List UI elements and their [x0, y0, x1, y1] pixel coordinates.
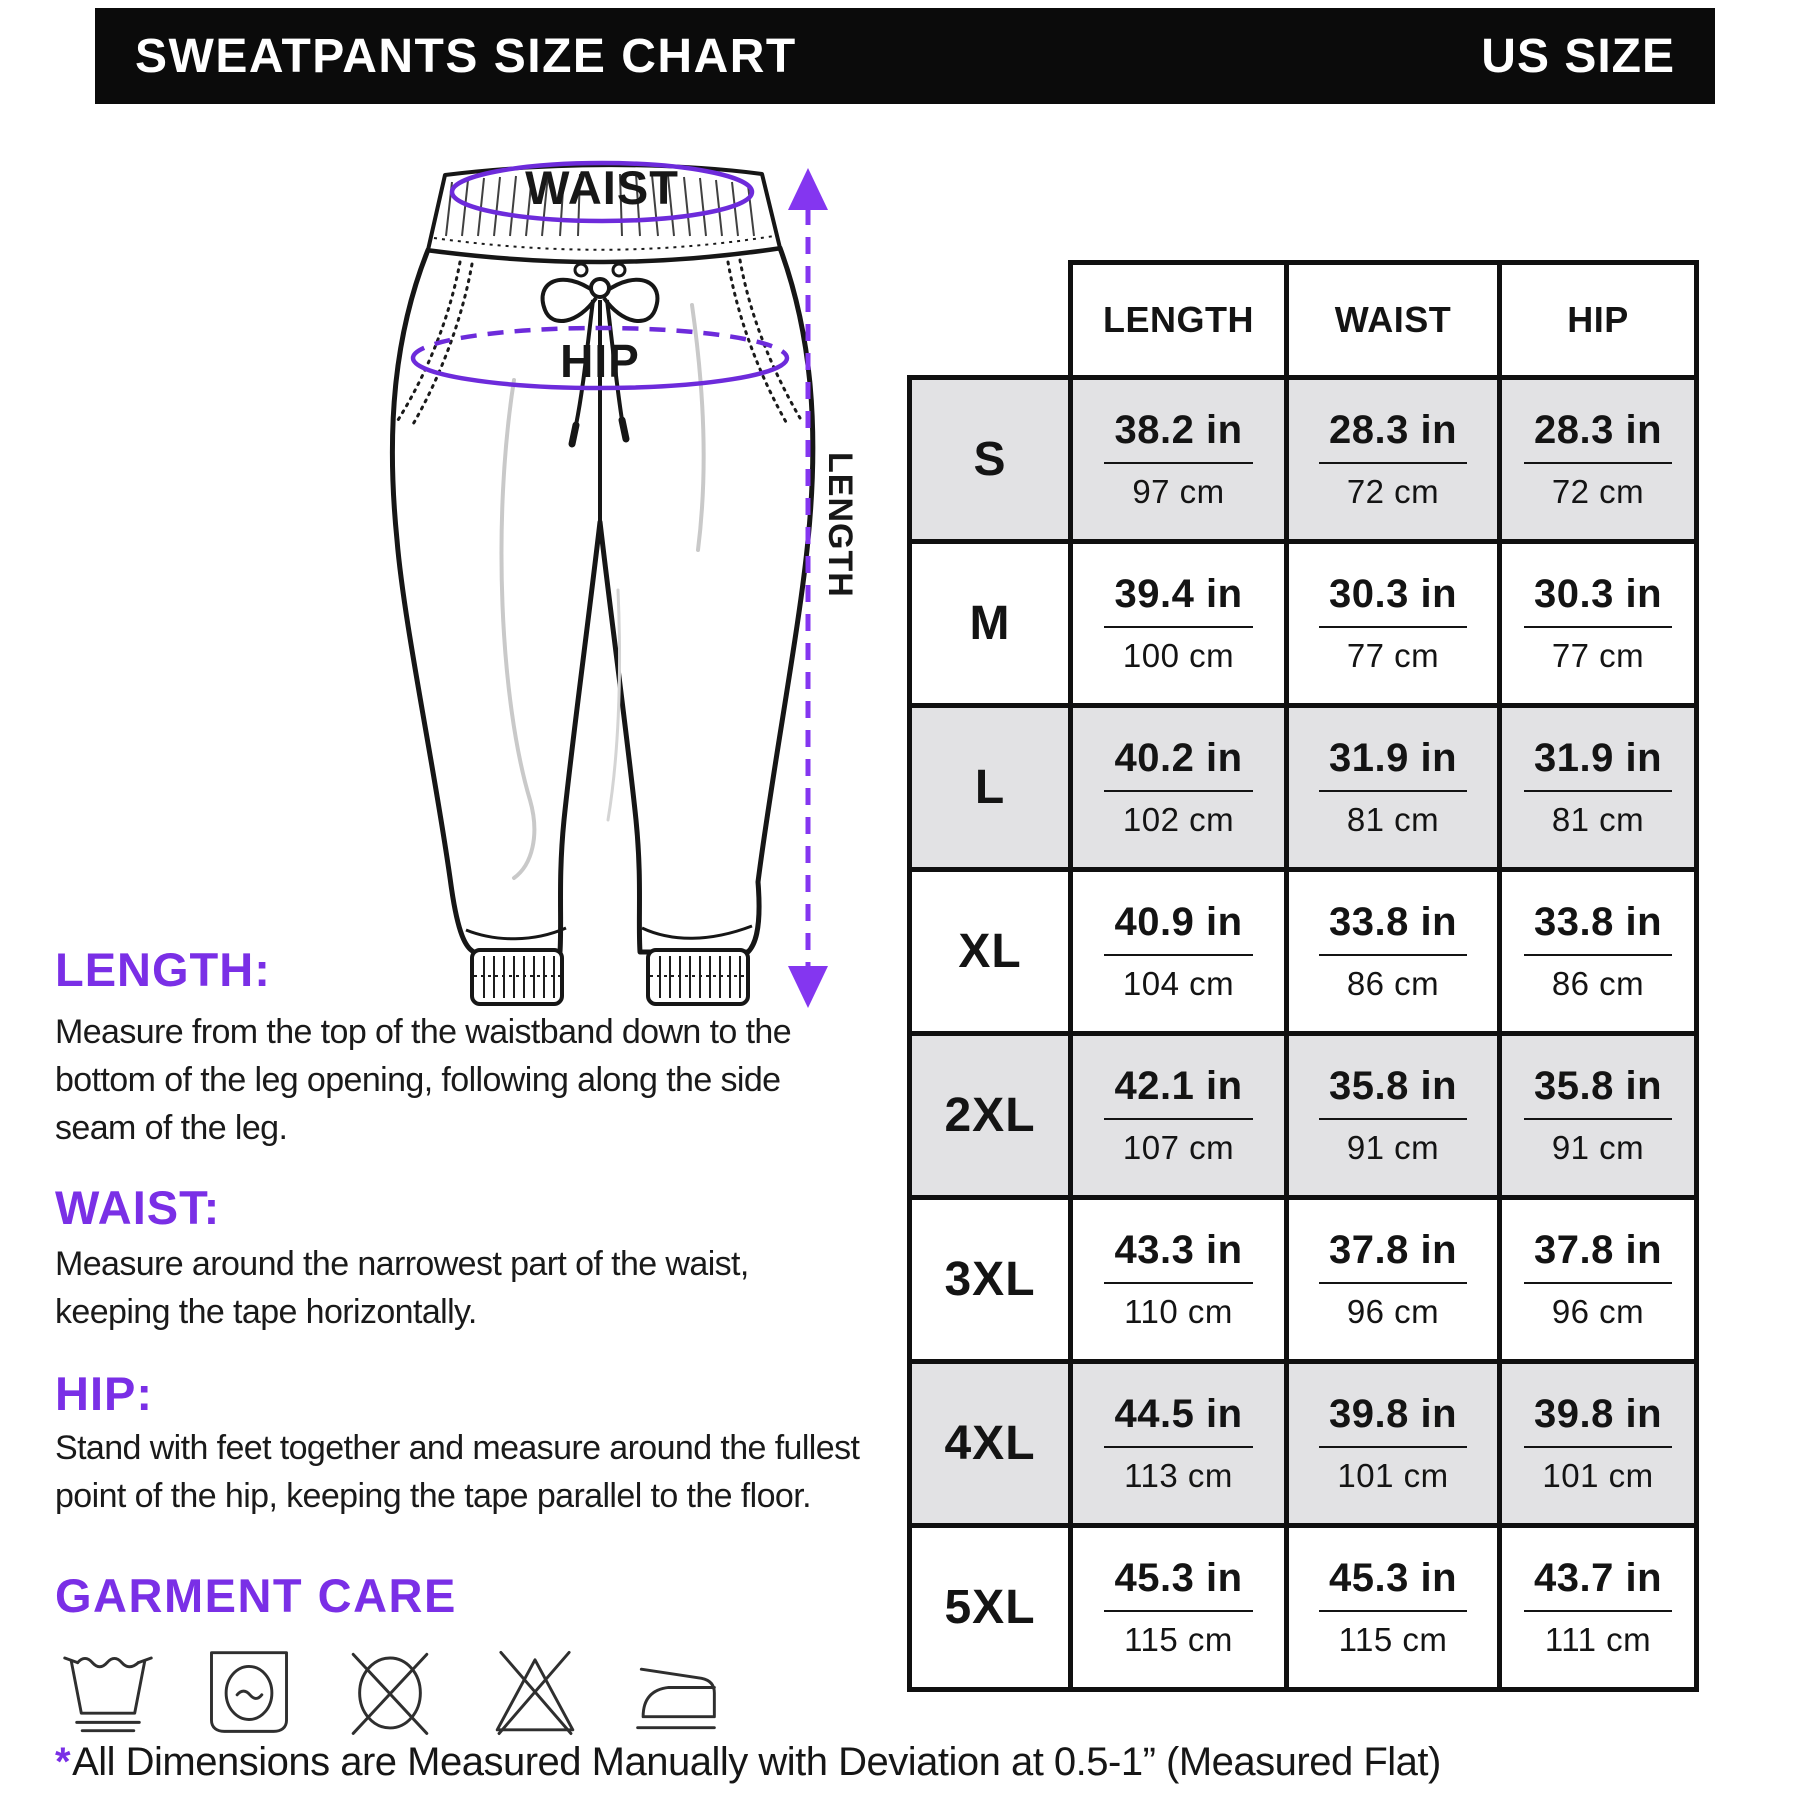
measurement-cell: 43.7 in 111 cm — [1500, 1526, 1697, 1690]
table-corner-spacer — [910, 263, 1071, 378]
header-bar — [95, 8, 1715, 104]
measurement-cell: 31.9 in 81 cm — [1500, 706, 1697, 870]
column-header-waist: WAIST — [1287, 263, 1500, 378]
right-cuff — [648, 950, 748, 1004]
size-table-body — [910, 378, 1697, 1690]
size-label-cell: S — [910, 378, 1071, 542]
machine-wash-gentle-icon — [62, 1645, 154, 1740]
measurement-cell: 44.5 in 113 cm — [1071, 1362, 1287, 1526]
table-row — [910, 1526, 1697, 1690]
garment-care-heading: GARMENT CARE — [55, 1569, 457, 1622]
measurement-cell: 33.8 in 86 cm — [1287, 870, 1500, 1034]
measurement-cell: 39.8 in 101 cm — [1500, 1362, 1697, 1526]
hip-section-body: Stand with feet together and measure around the fullest point of the hip, keeping the tape parallel to the floor. — [55, 1429, 860, 1515]
measurement-cell: 40.2 in 102 cm — [1071, 706, 1287, 870]
do-not-dry-clean-icon — [344, 1645, 436, 1740]
measurement-cell: 35.8 in 91 cm — [1500, 1034, 1697, 1198]
measurement-cell: 37.8 in 96 cm — [1287, 1198, 1500, 1362]
column-header-hip: HIP — [1500, 263, 1697, 378]
size-label-cell: 5XL — [910, 1526, 1071, 1690]
measurement-cell: 30.3 in 77 cm — [1500, 542, 1697, 706]
waist-diagram-label: WAIST — [525, 161, 679, 214]
measurement-cell: 33.8 in 86 cm — [1500, 870, 1697, 1034]
table-row — [910, 706, 1697, 870]
measurement-cell: 39.8 in 101 cm — [1287, 1362, 1500, 1526]
table-row — [910, 378, 1697, 542]
measurement-cell: 45.3 in 115 cm — [1287, 1526, 1500, 1690]
length-section-body: Measure from the top of the waistband down to the bottom of the leg opening, following along the side seam of the leg. — [55, 1013, 792, 1147]
region-label: US SIZE — [1481, 29, 1675, 83]
measurement-cell: 37.8 in 96 cm — [1500, 1198, 1697, 1362]
footnote-asterisk: * — [55, 1740, 71, 1784]
measurement-cell: 43.3 in 110 cm — [1071, 1198, 1287, 1362]
measurement-cell: 38.2 in 97 cm — [1071, 378, 1287, 542]
table-row — [910, 870, 1697, 1034]
size-label-cell: XL — [910, 870, 1071, 1034]
measurement-cell: 39.4 in 100 cm — [1071, 542, 1287, 706]
tumble-dry-icon — [206, 1645, 292, 1740]
column-header-length: LENGTH — [1071, 263, 1287, 378]
measurement-cell: 42.1 in 107 cm — [1071, 1034, 1287, 1198]
left-cuff — [472, 950, 562, 1004]
sweatpants-diagram — [300, 120, 880, 1040]
table-header-row — [910, 263, 1697, 378]
garment-care-icons — [62, 1645, 718, 1740]
hip-diagram-label: HIP — [560, 335, 640, 387]
table-row — [910, 1362, 1697, 1526]
size-label-cell: 3XL — [910, 1198, 1071, 1362]
size-label-cell: 2XL — [910, 1034, 1071, 1198]
waist-section-body: Measure around the narrowest part of the waist, keeping the tape horizontally. — [55, 1245, 749, 1331]
size-label-cell: 4XL — [910, 1362, 1071, 1526]
table-row — [910, 542, 1697, 706]
measurement-cell: 28.3 in 72 cm — [1287, 378, 1500, 542]
measurement-cell: 45.3 in 115 cm — [1071, 1526, 1287, 1690]
page-title: SWEATPANTS SIZE CHART — [135, 29, 797, 83]
table-row — [910, 1034, 1697, 1198]
measurement-cell: 35.8 in 91 cm — [1287, 1034, 1500, 1198]
hip-section-heading: HIP: — [55, 1367, 153, 1420]
iron-icon — [634, 1645, 718, 1740]
footnote — [55, 1740, 1441, 1785]
length-section-heading: LENGTH: — [55, 943, 271, 996]
footnote-text: All Dimensions are Measured Manually with Deviation at 0.5-1” (Measured Flat) — [72, 1740, 1441, 1784]
do-not-bleach-icon — [488, 1645, 582, 1740]
size-label-cell: L — [910, 706, 1071, 870]
length-axis-label: LENGTH — [821, 452, 859, 598]
table-row — [910, 1198, 1697, 1362]
measurement-cell: 31.9 in 81 cm — [1287, 706, 1500, 870]
waist-section-heading: WAIST: — [55, 1181, 221, 1234]
measurement-cell: 28.3 in 72 cm — [1500, 378, 1697, 542]
measurement-cell: 40.9 in 104 cm — [1071, 870, 1287, 1034]
size-table — [907, 260, 1699, 1692]
measurement-cell: 30.3 in 77 cm — [1287, 542, 1500, 706]
size-label-cell: M — [910, 542, 1071, 706]
